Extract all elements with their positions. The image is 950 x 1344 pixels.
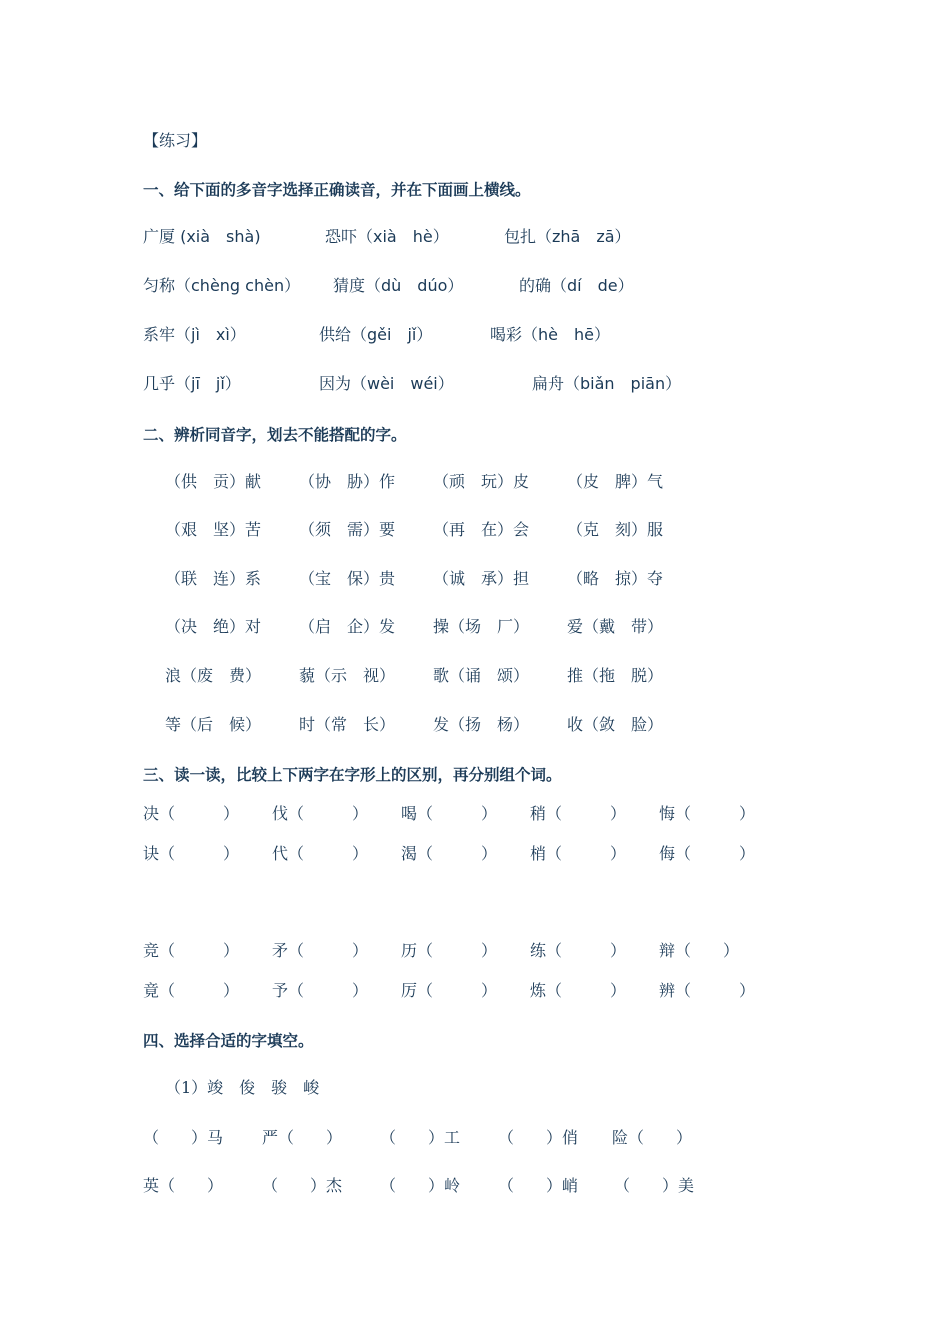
word-pair: 时（常 长） bbox=[299, 715, 396, 734]
word-pair: （须 需）要 bbox=[299, 520, 396, 539]
word-blank: 喝（ ） bbox=[401, 804, 498, 823]
word-pair: （宝 保）贵 bbox=[299, 569, 396, 588]
pinyin-item: 的确（dí de） bbox=[519, 276, 634, 295]
word-blank: 代（ ） bbox=[272, 844, 369, 863]
word-blank: 渴（ ） bbox=[401, 844, 498, 863]
section4-subheading: （1）竣 俊 骏 峻 bbox=[165, 1078, 320, 1097]
word-pair: （决 绝）对 bbox=[165, 617, 262, 636]
fill-blank: 险（ ） bbox=[612, 1128, 693, 1147]
word-pair: （艰 坚）苦 bbox=[165, 520, 262, 539]
section2-heading: 二、辨析同音字，划去不能搭配的字。 bbox=[143, 426, 407, 444]
word-blank: 矛（ ） bbox=[272, 941, 369, 960]
pinyin-item: 猜度（dù dúo） bbox=[333, 276, 464, 295]
word-blank: 练（ ） bbox=[530, 941, 627, 960]
fill-blank: （ ）杰 bbox=[262, 1176, 343, 1195]
word-pair: （诚 承）担 bbox=[433, 569, 530, 588]
word-blank: 竞（ ） bbox=[143, 941, 240, 960]
word-pair: （联 连）系 bbox=[165, 569, 262, 588]
pinyin-item: 因为（wèi wéi） bbox=[319, 374, 454, 393]
word-blank: 梢（ ） bbox=[530, 844, 627, 863]
word-blank: 炼（ ） bbox=[530, 981, 627, 1000]
word-blank: 诀（ ） bbox=[143, 844, 240, 863]
pinyin-item: 供给（gěi jǐ） bbox=[319, 325, 433, 344]
word-pair: （克 刻）服 bbox=[567, 520, 664, 539]
word-pair: （再 在）会 bbox=[433, 520, 530, 539]
pinyin-item: 系牢（jì xì） bbox=[143, 325, 246, 344]
practice-title: 【练习】 bbox=[143, 131, 208, 150]
word-pair: 推（拖 脱） bbox=[567, 666, 664, 685]
fill-blank: （ ）岭 bbox=[380, 1176, 461, 1195]
word-blank: 侮（ ） bbox=[659, 844, 756, 863]
pinyin-item: 广厦 (xià shà) bbox=[143, 227, 261, 246]
word-pair: （略 掠）夺 bbox=[567, 569, 664, 588]
section1-heading: 一、给下面的多音字选择正确读音，并在下面画上横线。 bbox=[143, 181, 531, 199]
word-blank: 辨（ ） bbox=[659, 981, 756, 1000]
word-pair: 等（后 候） bbox=[165, 715, 262, 734]
word-pair: （协 胁）作 bbox=[299, 472, 396, 491]
word-blank: 伐（ ） bbox=[272, 804, 369, 823]
word-pair: 爱（戴 带） bbox=[567, 617, 664, 636]
fill-blank: （ ）工 bbox=[380, 1128, 461, 1147]
fill-blank: 严（ ） bbox=[262, 1128, 343, 1147]
word-pair: （启 企）发 bbox=[299, 617, 396, 636]
word-pair: 浪（废 费） bbox=[165, 666, 262, 685]
word-pair: 发（扬 杨） bbox=[433, 715, 530, 734]
word-pair: 藐（示 视） bbox=[299, 666, 396, 685]
word-pair: 收（敛 脸） bbox=[567, 715, 664, 734]
fill-blank: 英（ ） bbox=[143, 1176, 224, 1195]
word-blank: 稍（ ） bbox=[530, 804, 627, 823]
word-pair: 歌（诵 颂） bbox=[433, 666, 530, 685]
word-pair: 操（场 厂） bbox=[433, 617, 530, 636]
pinyin-item: 喝彩（hè hē） bbox=[490, 325, 610, 344]
word-blank: 予（ ） bbox=[272, 981, 369, 1000]
word-blank: 决（ ） bbox=[143, 804, 240, 823]
section3-heading: 三、读一读，比较上下两字在字形上的区别，再分别组个词。 bbox=[143, 766, 562, 784]
word-pair: （供 贡）献 bbox=[165, 472, 262, 491]
pinyin-item: 恐吓（xià hè） bbox=[325, 227, 449, 246]
word-blank: 竟（ ） bbox=[143, 981, 240, 1000]
word-blank: 厉（ ） bbox=[401, 981, 498, 1000]
word-blank: 辩（ ） bbox=[659, 941, 740, 960]
section4-heading: 四、选择合适的字填空。 bbox=[143, 1032, 314, 1050]
fill-blank: （ ）俏 bbox=[498, 1128, 579, 1147]
word-blank: 悔（ ） bbox=[659, 804, 756, 823]
fill-blank: （ ）马 bbox=[143, 1128, 224, 1147]
word-pair: （皮 脾）气 bbox=[567, 472, 664, 491]
pinyin-item: 扁舟（biǎn piān） bbox=[532, 374, 682, 393]
pinyin-item: 几乎（jī jǐ） bbox=[143, 374, 241, 393]
word-blank: 历（ ） bbox=[401, 941, 498, 960]
fill-blank: （ ）美 bbox=[614, 1176, 695, 1195]
word-pair: （顽 玩）皮 bbox=[433, 472, 530, 491]
fill-blank: （ ）峭 bbox=[498, 1176, 579, 1195]
pinyin-item: 匀称（chèng chèn） bbox=[143, 276, 301, 295]
pinyin-item: 包扎（zhā zā） bbox=[504, 227, 631, 246]
